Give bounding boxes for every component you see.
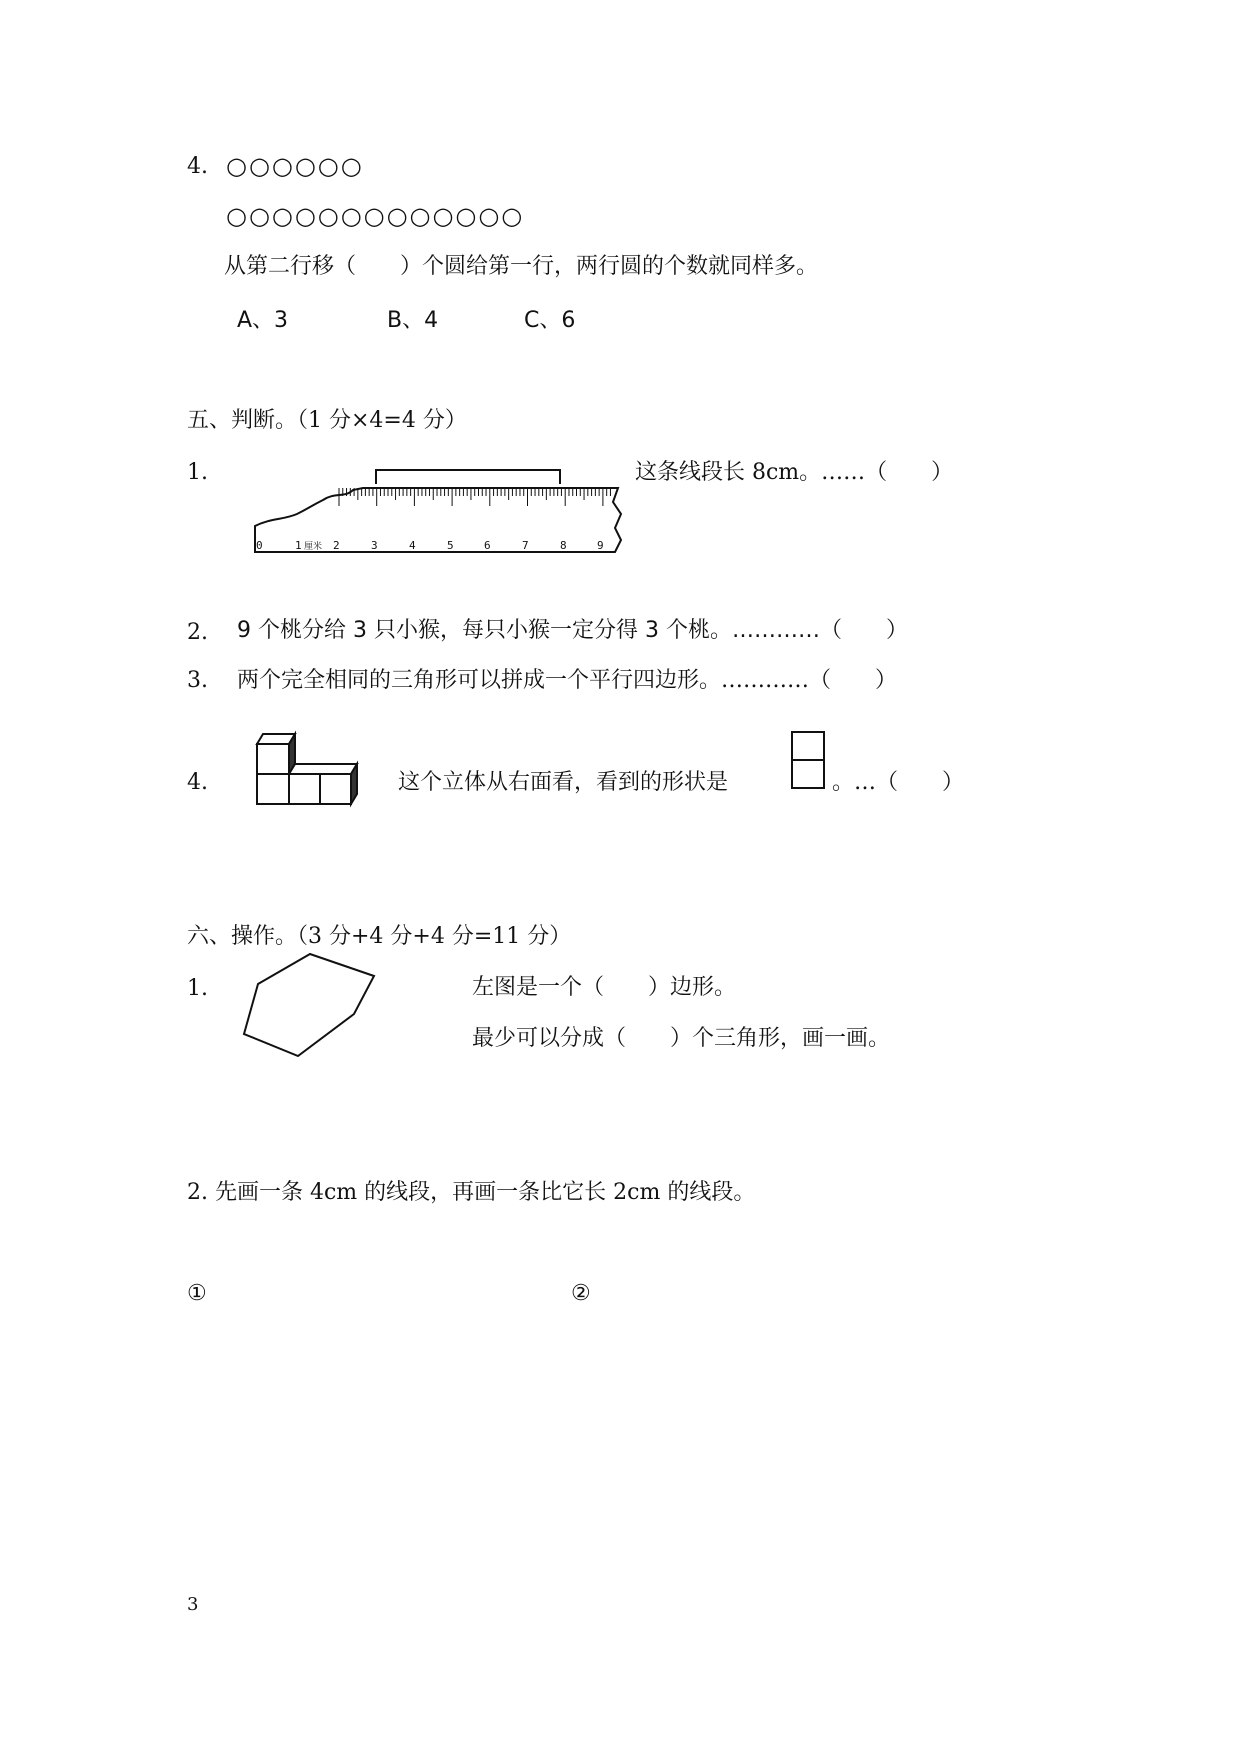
page-number: 3 xyxy=(187,1594,199,1615)
ruler-label-1: 1 xyxy=(295,539,302,552)
operate-1-number: 1. xyxy=(187,976,208,1001)
ruler-label-0: 0 xyxy=(256,539,263,552)
q4-option-c: C、6 xyxy=(524,308,576,333)
ruler-label-2: 2 xyxy=(333,539,340,552)
judge-1-text: 这条线段长 8cm。……（ ） xyxy=(635,460,954,485)
answer-mark-1: ① xyxy=(187,1281,207,1306)
q4-option-b: B、4 xyxy=(387,308,439,333)
ruler-label-7: 7 xyxy=(522,539,529,552)
section6-title: 六、操作。（3 分+4 分+4 分=11 分） xyxy=(187,924,572,949)
q4-number: 4. xyxy=(187,154,208,179)
hexagon-figure xyxy=(240,950,380,1060)
judge-4-number: 4. xyxy=(187,770,208,795)
judge-4-text-after: 。…（ ） xyxy=(832,770,965,795)
measured-segment xyxy=(376,470,560,484)
judge-2-number: 2. xyxy=(187,620,208,645)
ruler-figure xyxy=(253,462,625,562)
judge-2-text: 9 个桃分给 3 只小猴，每只小猴一定分得 3 个桃。…………（ ） xyxy=(237,618,908,643)
ruler-label-6: 6 xyxy=(484,539,491,552)
q4-option-a: A、3 xyxy=(237,308,289,333)
operate-1-line-2: 最少可以分成（ ）个三角形，画一画。 xyxy=(472,1026,891,1051)
right-view-shape xyxy=(790,730,826,792)
hexagon-shape xyxy=(244,954,374,1056)
section5-title: 五、判断。（1 分×4=4 分） xyxy=(187,408,467,433)
ruler-label-4: 4 xyxy=(409,539,416,552)
ruler-label-8: 8 xyxy=(560,539,567,552)
q4-circle-row-2: ○○○○○○○○○○○○○ xyxy=(226,202,525,230)
judge-3-text: 两个完全相同的三角形可以拼成一个平行四边形。…………（ ） xyxy=(237,668,898,693)
q4-question: 从第二行移（ ）个圆给第一行，两行圆的个数就同样多。 xyxy=(224,254,819,279)
operate-1-line-1: 左图是一个（ ）边形。 xyxy=(472,975,737,1000)
judge-4-text-before: 这个立体从右面看，看到的形状是 xyxy=(398,770,729,795)
judge-3-number: 3. xyxy=(187,668,208,693)
judge-1-number: 1. xyxy=(187,460,208,485)
ruler-label-3: 3 xyxy=(371,539,378,552)
ruler-label-9: 9 xyxy=(597,539,604,552)
answer-mark-2: ② xyxy=(571,1281,591,1306)
ruler-label-5: 5 xyxy=(447,539,454,552)
cube-solid-figure xyxy=(255,730,375,806)
operate-2-text: 2. 先画一条 4cm 的线段，再画一条比它长 2cm 的线段。 xyxy=(187,1180,756,1205)
ruler-label-cm: 厘米 xyxy=(304,542,323,552)
q4-circle-row-1: ○○○○○○ xyxy=(226,152,364,180)
